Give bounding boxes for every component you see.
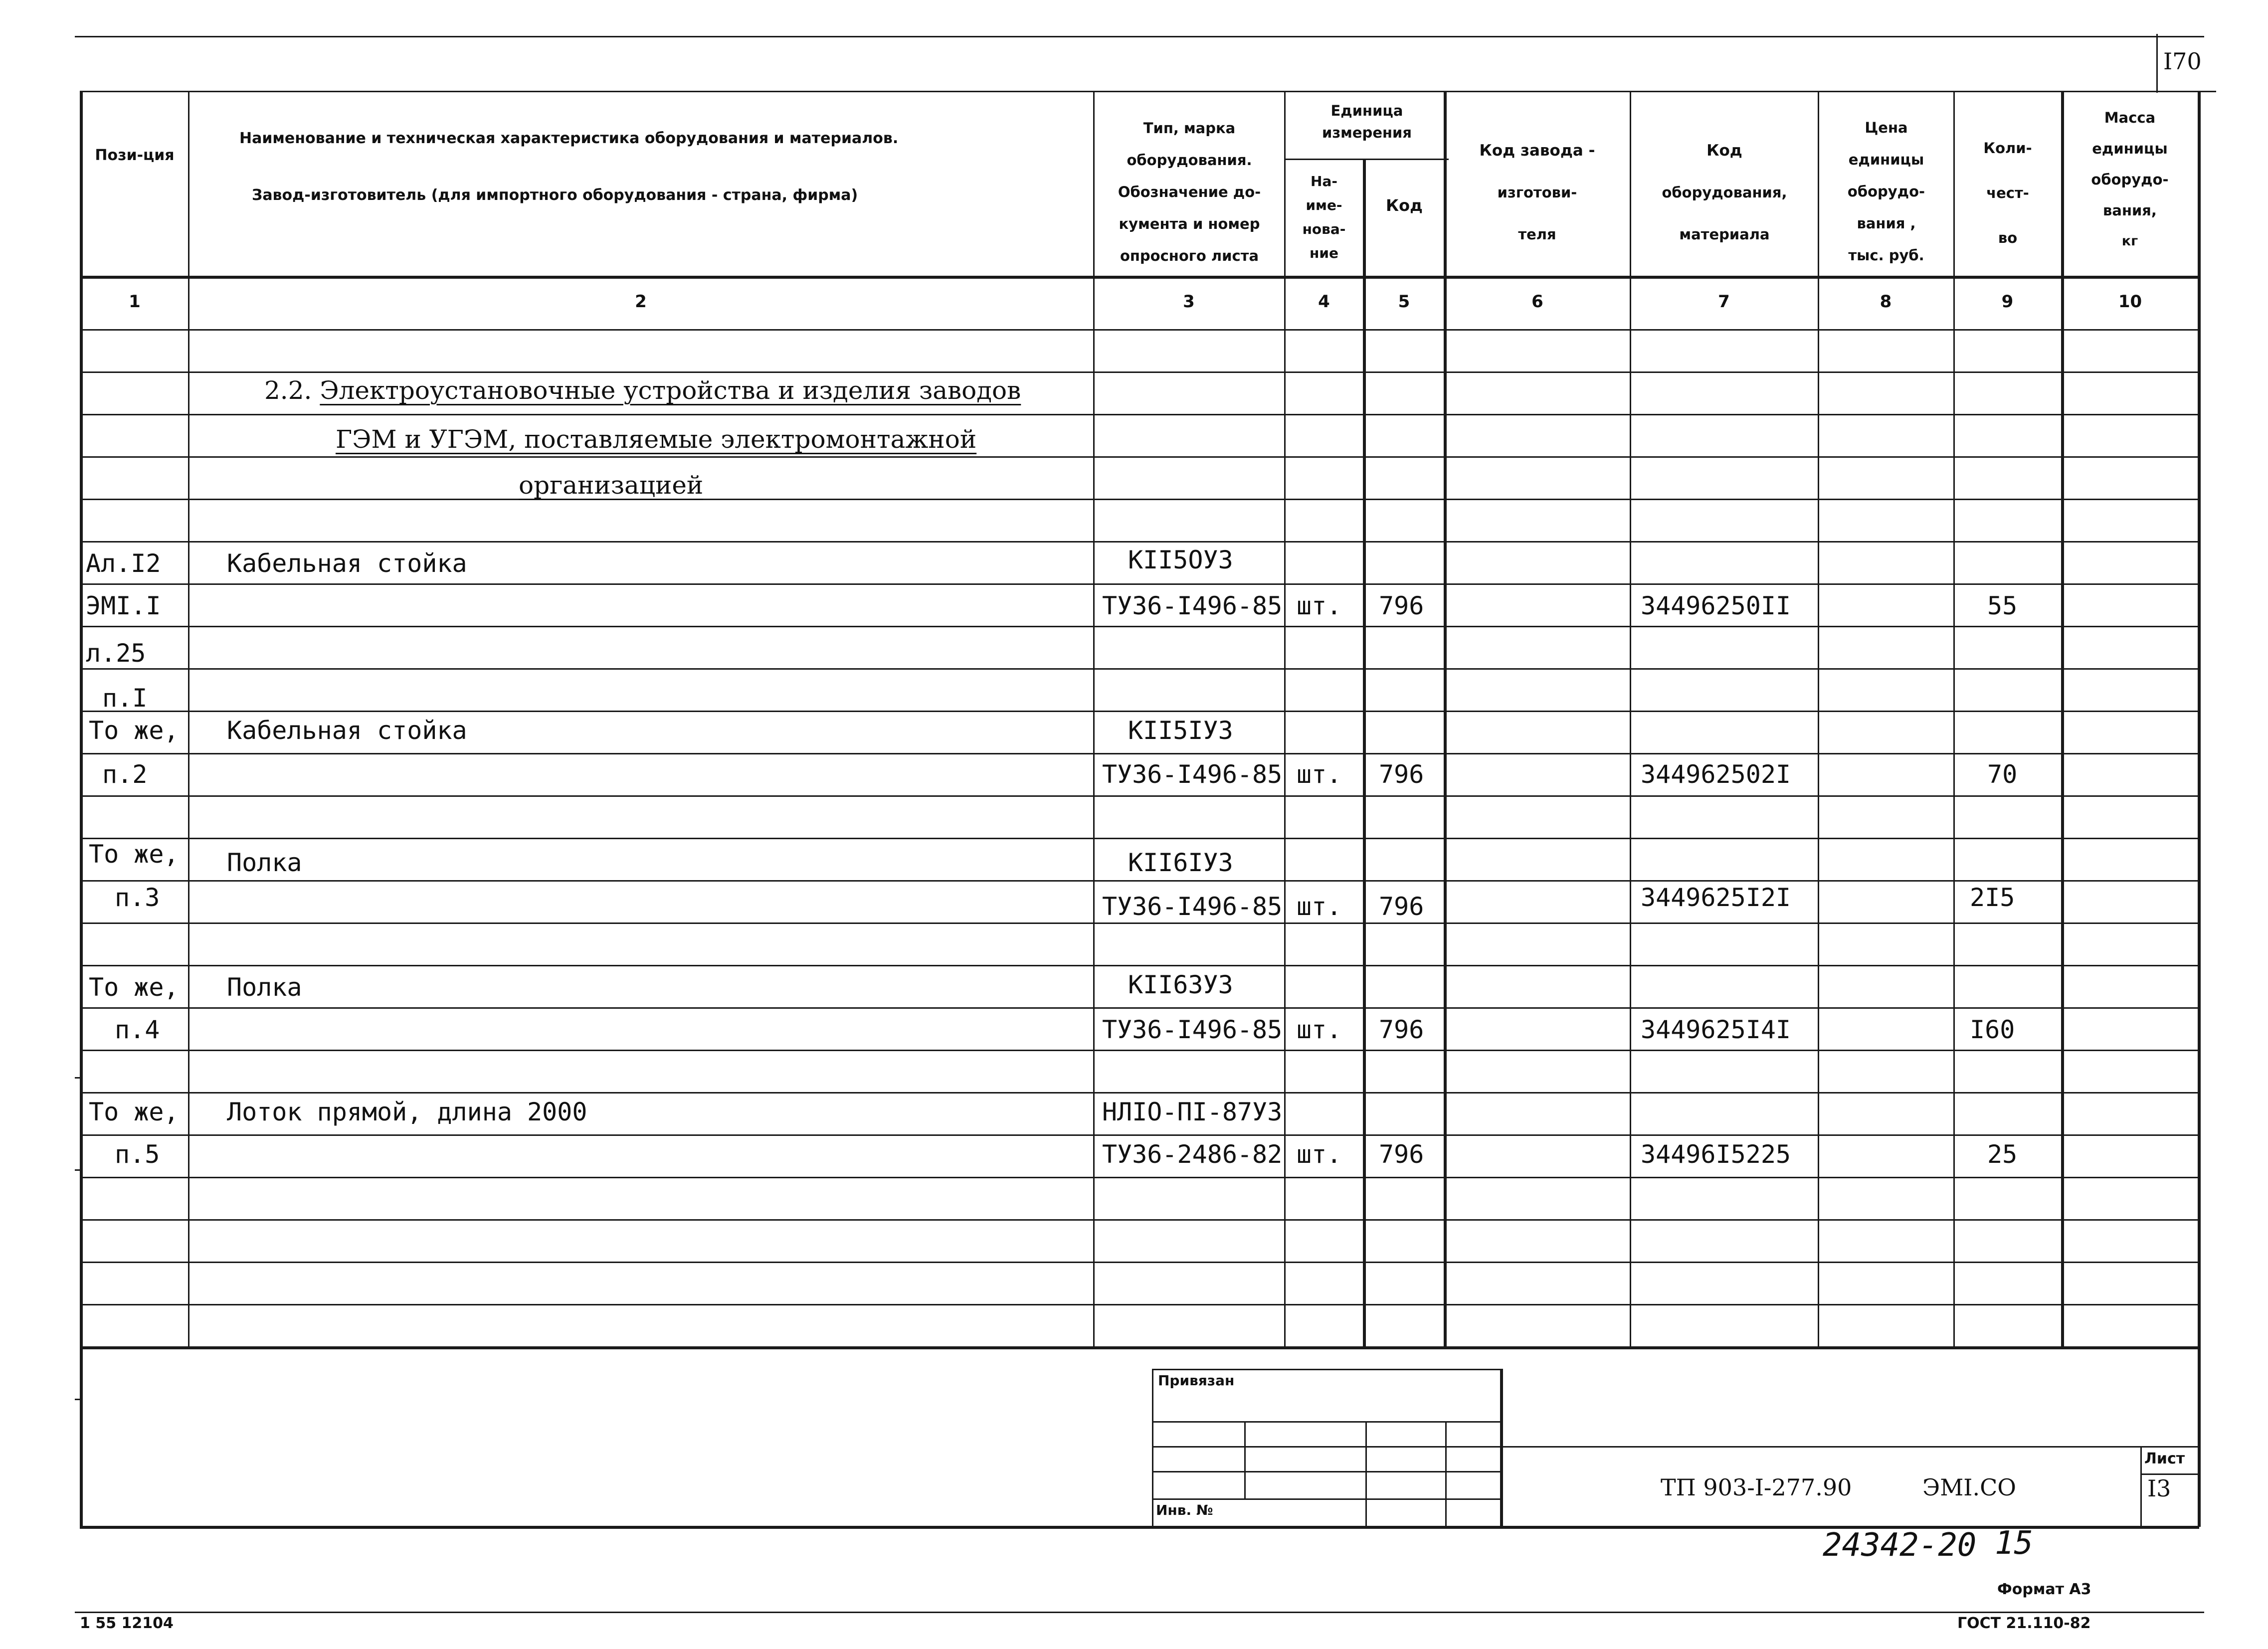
- header-col2-line2: Завод-изготовитель (для импортного оборудования - страна, фирма): [252, 186, 858, 204]
- cell-unit: шт.: [1297, 760, 1342, 789]
- sheet-label: Лист: [2144, 1450, 2185, 1467]
- cell-equipment-code: 3449625I2I: [1641, 883, 1791, 912]
- cell-equipment-code: 344962502I: [1641, 760, 1791, 789]
- col-number: 6: [1531, 292, 1543, 312]
- cell-unit-code: 796: [1379, 1140, 1424, 1169]
- cell-unit: шт.: [1297, 1140, 1342, 1169]
- col-number: 9: [2001, 292, 2014, 312]
- header-col5: Код: [1386, 196, 1423, 215]
- cell-type: ТУЗ6-2486-82: [1102, 1140, 1283, 1169]
- cell-unit: шт.: [1297, 1015, 1342, 1044]
- cell-name: Кабельная стойка: [227, 549, 467, 578]
- section-title-line3: организацией: [519, 471, 704, 500]
- header-col2-line1: Наименование и техническая характеристика оборудования и материалов.: [239, 130, 899, 147]
- cell-quantity: 70: [1987, 760, 2018, 789]
- handwritten-page: 15: [1995, 1525, 2034, 1562]
- cell-position: То же,: [89, 1098, 179, 1126]
- header-col9: Коли- чест- во: [1983, 140, 2032, 246]
- header-col8: Цена единицы оборудо- вания , тыс. руб.: [1847, 119, 1925, 264]
- cell-unit-code: 796: [1379, 760, 1424, 789]
- cell-type: ТУЗ6-I496-85: [1102, 892, 1283, 921]
- col-number: 1: [129, 292, 141, 312]
- cell-type: КII5ОУЗ: [1128, 546, 1233, 574]
- cell-position: п.3: [115, 883, 160, 912]
- cell-unit-code: 796: [1379, 591, 1424, 620]
- cell-position: л.25: [86, 639, 146, 668]
- format-label: Формат А3: [1997, 1581, 2091, 1598]
- cell-name: Лоток прямой, длина 2000: [227, 1098, 587, 1126]
- section-number: 2.2.: [264, 376, 312, 405]
- cell-position: п.2: [102, 760, 148, 789]
- cell-quantity: I60: [1970, 1015, 2015, 1044]
- cell-quantity: 25: [1987, 1140, 2018, 1169]
- cell-equipment-code: 34496I5225: [1641, 1140, 1791, 1169]
- header-col6: Код завода - изготови- теля: [1479, 142, 1595, 243]
- col-number: 10: [2118, 292, 2142, 312]
- cell-position: То же,: [89, 716, 179, 745]
- cell-type: ТУЗ6-I496-85: [1102, 591, 1283, 620]
- cell-unit: шт.: [1297, 591, 1342, 620]
- bottom-left-code: 1 55 12104: [80, 1615, 174, 1632]
- cell-position: Ал.I2: [86, 549, 161, 578]
- cell-position: п.4: [115, 1015, 160, 1044]
- cell-position: То же,: [89, 840, 179, 869]
- col-number: 7: [1718, 292, 1730, 312]
- document-suffix: ЭМI.СО: [1922, 1474, 2016, 1501]
- header-col7: Код оборудования, материала: [1662, 142, 1787, 243]
- cell-position: п.I: [102, 684, 148, 713]
- cell-quantity: 55: [1987, 591, 2018, 620]
- cell-equipment-code: 34496250II: [1641, 591, 1791, 620]
- gost-label: ГОСТ 21.110-82: [1957, 1615, 2091, 1632]
- cell-position: п.5: [115, 1140, 160, 1169]
- inventory-label: Инв. №: [1156, 1502, 1213, 1518]
- cell-type: КII63УЗ: [1128, 970, 1233, 999]
- bound-label: Привязан: [1158, 1372, 1235, 1389]
- header-unit-group: Единица измерения: [1322, 102, 1412, 141]
- cell-equipment-code: 3449625I4I: [1641, 1015, 1791, 1044]
- cell-name: Полка: [227, 973, 302, 1002]
- document-code: ТП 903-I-277.90: [1661, 1474, 1852, 1501]
- cell-unit-code: 796: [1379, 892, 1424, 921]
- col-number: 8: [1880, 292, 1892, 312]
- col-number: 3: [1183, 292, 1195, 312]
- sheet-number: I3: [2147, 1475, 2171, 1502]
- header-col10: Масса единицы оборудо- вания, кг: [2091, 109, 2169, 249]
- header-col4: На- име- нова- ние: [1302, 173, 1346, 261]
- section-title-line1: Электроустановочные устройства и изделия заводов: [320, 376, 1021, 405]
- sheet-top-number: I70: [2163, 48, 2202, 75]
- cell-quantity: 2I5: [1970, 883, 2015, 912]
- handwritten-number: 24342-20: [1823, 1527, 1977, 1564]
- cell-type: ТУЗ6-I496-85: [1102, 1015, 1283, 1044]
- cell-type: КII5IУЗ: [1128, 716, 1233, 745]
- cell-type: КII6IУЗ: [1128, 848, 1233, 877]
- header-col3: Тип, марка оборудования. Обозначение до- кумента и номер опросного листа: [1118, 120, 1261, 264]
- cell-unit-code: 796: [1379, 1015, 1424, 1044]
- cell-position: ЭМI.I: [86, 591, 161, 620]
- section-title-line2: ГЭМ и УГЭМ, поставляемые электромонтажной: [336, 425, 977, 454]
- cell-position: То же,: [89, 973, 179, 1002]
- cell-unit: шт.: [1297, 892, 1342, 921]
- cell-type: ТУЗ6-I496-85: [1102, 760, 1283, 789]
- cell-type: НЛIО-ПI-87УЗ: [1102, 1098, 1283, 1126]
- col-number: 5: [1398, 292, 1410, 312]
- col-number: 2: [635, 292, 647, 312]
- cell-name: Кабельная стойка: [227, 716, 467, 745]
- col-number: 4: [1318, 292, 1330, 312]
- cell-name: Полка: [227, 848, 302, 877]
- header-col1: Пози-ция: [95, 147, 175, 164]
